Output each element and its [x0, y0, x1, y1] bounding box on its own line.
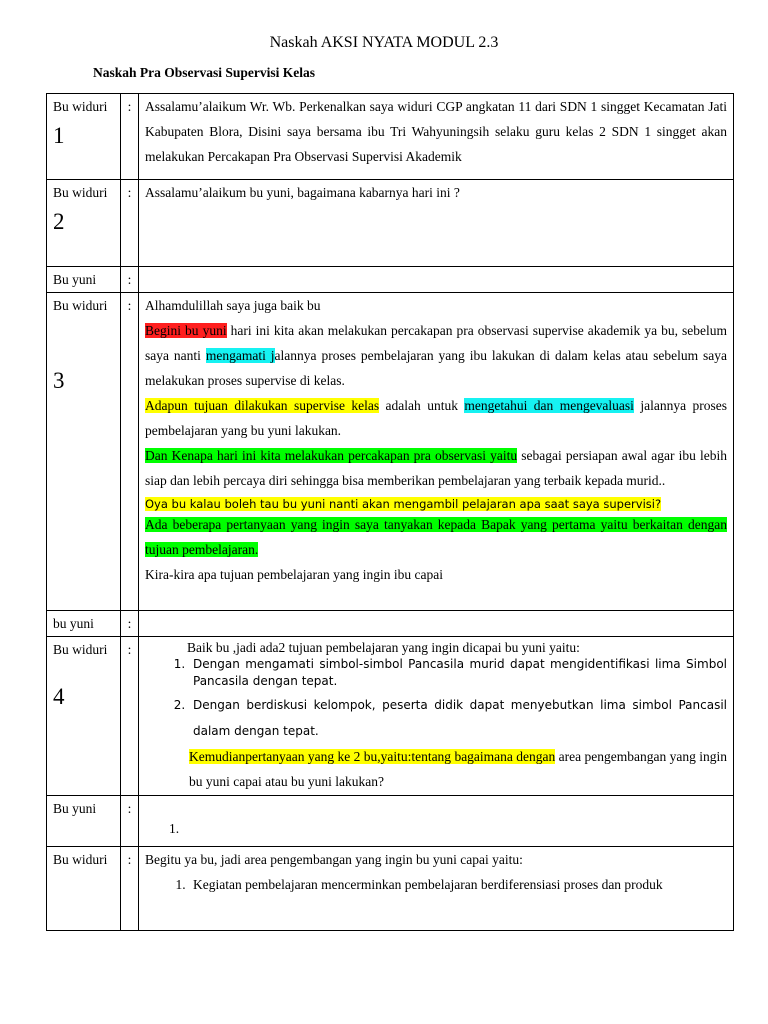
- script-row: [47, 611, 734, 637]
- colon-cell: :: [121, 267, 139, 293]
- colon-cell: :: [121, 796, 139, 847]
- dialogue-cell: [139, 180, 734, 267]
- turn-number: 3: [53, 368, 65, 393]
- script-row: [47, 293, 734, 611]
- dialogue-cell: [139, 847, 734, 931]
- speaker-name: Bu widuri: [53, 185, 108, 200]
- speaker-cell: [47, 267, 121, 293]
- turn-number: 2: [53, 209, 65, 234]
- highlight-cyan: mengetahui dan mengevaluasi: [464, 398, 634, 413]
- dialogue-intro: Begitu ya bu, jadi area pengembangan yang ingin bu yuni capai yaitu:: [145, 852, 523, 867]
- turn-number: 4: [53, 684, 65, 709]
- document-subtitle: Naskah Pra Observasi Supervisi Kelas: [93, 65, 316, 80]
- speaker-name: Bu widuri: [53, 99, 108, 114]
- dialogue-paragraph: [145, 443, 727, 493]
- script-row: [47, 94, 734, 180]
- dialogue-cell: [139, 94, 734, 180]
- highlight-red: Begini bu yuni: [145, 323, 227, 338]
- dialogue-paragraph: [145, 512, 727, 562]
- dialogue-line: Kira-kira apa tujuan pembelajaran yang ingin ibu capai: [145, 567, 444, 582]
- highlight-yellow: Adapun tujuan dilakukan supervise kelas: [145, 398, 380, 413]
- speaker-cell: [47, 847, 121, 931]
- speaker-name: Bu widuri: [53, 298, 108, 313]
- dialogue-text: Assalamu’alaikum Wr. Wb. Perkenalkan saya widuri CGP angkatan 11 dari SDN 1 singget Kecamatan Jati Kabupaten Blora, Disini saya bersama ibu Tri Wahyuningsih selaku guru kelas 2 SDN 1 singget akan melakukan Percakapan Pra Observasi Supervisi Akademik: [145, 99, 727, 164]
- dialogue-text: area pengembangan yang ingin bu yuni capai atau bu yuni lakukan?: [189, 749, 727, 789]
- script-row: [47, 796, 734, 847]
- speaker-cell: [47, 637, 121, 796]
- development-area-list: [145, 872, 727, 897]
- dialogue-line: Alhamdulillah saya juga baik bu: [145, 298, 321, 313]
- script-row: [47, 637, 734, 796]
- speaker-cell: [47, 611, 121, 637]
- dialogue-cell: [139, 267, 734, 293]
- objective-list: [145, 656, 727, 744]
- speaker-cell: [47, 796, 121, 847]
- dialogue-text: adalah untuk: [379, 398, 465, 413]
- list-item: 2. Dengan berdiskusi kelompok, peserta didik dapat menyebutkan lima simbol Pancasil dalam dengan tepat.: [189, 690, 727, 744]
- dialogue-text: sebagai persiapan awal agar ibu lebih siap dan lebih percaya diri sehingga bisa memberikan pembelajaran yang terbaik kepada murid..: [145, 448, 727, 488]
- highlight-cyan: mengamati j: [205, 348, 275, 363]
- speaker-name: bu yuni: [53, 616, 94, 631]
- colon-cell: :: [121, 180, 139, 267]
- speaker-name: Bu widuri: [53, 642, 108, 657]
- highlight-green: Ada beberapa pertanyaan yang ingin saya tanyakan kepada Bapak yang pertama yaitu berkaitan dengan tujuan pembelajaran.: [145, 517, 727, 557]
- list-item: 1. Dengan mengamati simbol-simbol Pancasila murid dapat mengidentifikasi lima Simbol Pancasila dengan tepat.: [189, 656, 727, 690]
- dialogue-text: Assalamu’alaikum bu yuni, bagaimana kabarnya hari ini ?: [145, 185, 460, 200]
- script-table: [46, 93, 734, 931]
- dialogue-cell: [139, 637, 734, 796]
- speaker-cell: [47, 94, 121, 180]
- dialogue-text: jalannya proses pembelajaran yang bu yuni lakukan.: [145, 398, 728, 438]
- turn-number: 1: [53, 123, 65, 148]
- speaker-name: Bu widuri: [53, 852, 108, 867]
- dialogue-paragraph: [145, 318, 727, 393]
- colon-cell: :: [121, 847, 139, 931]
- dialogue-intro: Baik bu ,jadi ada2 tujuan pembelajaran yang ingin dicapai bu yuni yaitu:: [187, 640, 580, 655]
- highlight-green: Dan Kenapa hari ini kita melakukan percakapan pra observasi yaitu: [145, 448, 518, 463]
- dialogue-paragraph: [145, 393, 727, 443]
- dialogue-text: hari ini kita akan melakukan percakapan pra observasi supervise akademik ya bu, sebelum saya nanti: [145, 323, 727, 363]
- dialogue-question: [145, 496, 727, 512]
- highlight-yellow: Kemudianpertanyaan yang ke 2 bu,yaitu:tentang bagaimana dengan: [189, 749, 556, 764]
- dialogue-paragraph: [145, 744, 727, 794]
- speaker-name: Bu yuni: [53, 272, 97, 287]
- speaker-name: Bu yuni: [53, 801, 97, 816]
- dialogue-text: alannya proses pembelajaran yang ibu lakukan di dalam kelas atau sebelum saya melakukan proses supervise di kelas.: [145, 348, 728, 388]
- document-title: Naskah AKSI NYATA MODUL 2.3: [269, 34, 499, 51]
- colon-cell: :: [121, 94, 139, 180]
- dialogue-cell: [139, 293, 734, 611]
- script-row: [47, 267, 734, 293]
- speaker-cell: [47, 180, 121, 267]
- colon-cell: :: [121, 611, 139, 637]
- highlight-yellow: Oya bu kalau boleh tau bu yuni nanti akan mengambil pelajaran apa saat saya supervisi?: [145, 497, 662, 511]
- colon-cell: :: [121, 637, 139, 796]
- script-row: [47, 847, 734, 931]
- list-item: 1. Kegiatan pembelajaran mencerminkan pembelajaran berdiferensiasi proses dan produk: [189, 872, 727, 897]
- dialogue-cell: [139, 611, 734, 637]
- dialogue-cell: [139, 796, 734, 847]
- colon-cell: :: [121, 293, 139, 611]
- speaker-cell: [47, 293, 121, 611]
- script-row: [47, 180, 734, 267]
- empty-list-marker: 1.: [169, 821, 180, 836]
